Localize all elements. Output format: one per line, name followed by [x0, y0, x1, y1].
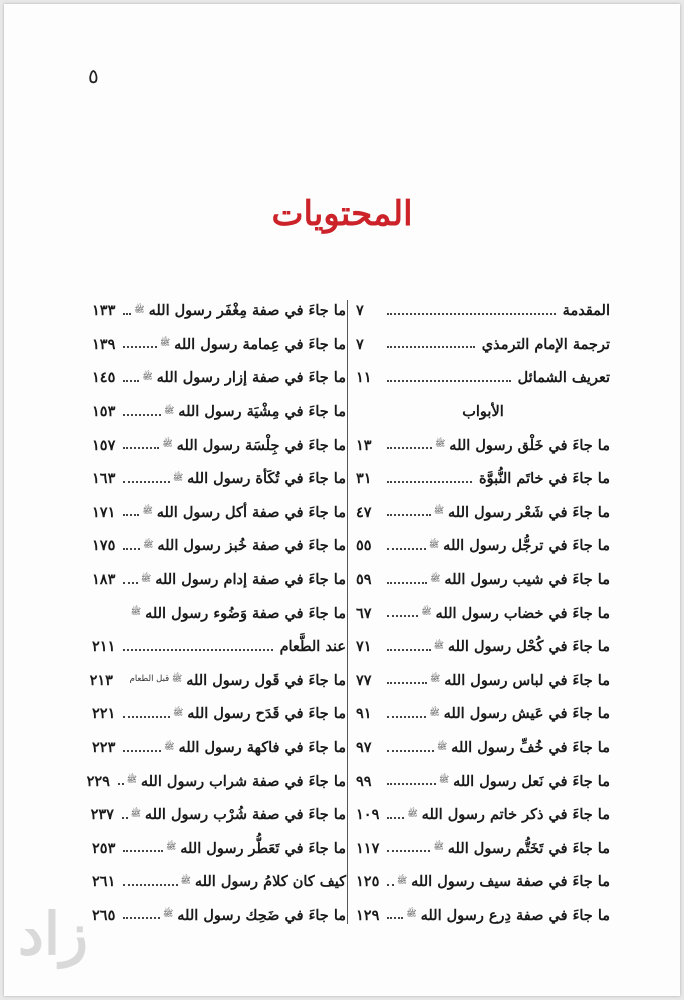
dot-leader — [387, 447, 432, 449]
toc-page-number: ٥٥ — [356, 537, 372, 555]
dot-leader — [122, 817, 128, 819]
toc-entry — [356, 596, 610, 630]
toc-entry — [92, 798, 346, 832]
toc-entry-label: ما جاءَ في خَلْق رسول الله — [449, 436, 610, 454]
blessing-honorific: ﷺ — [407, 808, 418, 819]
toc-entry-label: ترجمة الإمام الترمذي — [481, 335, 610, 353]
toc-entry — [356, 899, 610, 933]
toc-entry — [92, 462, 346, 496]
toc-entry-label: ما جاءَ في كُحْل رسول الله — [447, 638, 610, 656]
toc-page-number: ٧٧ — [356, 671, 372, 689]
toc-entry-label: ما جاءَ في لباس رسول الله — [444, 671, 610, 689]
blessing-honorific: ﷺ — [435, 439, 446, 450]
toc-entry — [92, 731, 346, 765]
toc-entry — [356, 361, 610, 395]
toc-entry — [92, 832, 346, 866]
blessing-honorific: ﷺ — [430, 573, 441, 584]
blessing-honorific: ﷺ — [140, 573, 152, 584]
dot-leader — [123, 649, 273, 651]
toc-entry — [92, 630, 346, 664]
dot-leader — [387, 514, 431, 516]
dot-leader — [123, 313, 131, 315]
toc-entry — [356, 664, 610, 698]
toc-entry-label: ما جاءَ في تَعَطُّر رسول الله — [180, 839, 346, 857]
toc-page-number: ١٢٩ — [356, 906, 380, 924]
toc-page-number: ١١٧ — [356, 839, 380, 857]
toc-entry-label: ما جاءَ في جِلْسَة رسول الله — [176, 436, 346, 454]
book-page — [4, 4, 680, 996]
page-number: ٥ — [88, 64, 99, 88]
dot-leader — [123, 447, 159, 449]
toc-entry-label: ما جاءَ في خاتَم النُّبوَّة — [479, 470, 610, 488]
toc-entry-label: ما جاءَ في مِشْيَة رسول الله — [178, 403, 346, 421]
blessing-honorific: ﷺ — [429, 674, 441, 685]
toc-entry — [92, 563, 346, 597]
toc-entry-label: ما جاءَ في شَعْر رسول الله — [448, 503, 610, 521]
toc-entry-label: ما جاءَ في فاكهة رسول الله — [178, 739, 346, 757]
dot-leader — [123, 481, 170, 483]
dot-leader — [123, 582, 138, 584]
blessing-honorific: ﷺ — [429, 707, 440, 718]
toc-page-number: ٧١ — [356, 638, 372, 656]
toc-page-number: ١٣ — [356, 436, 372, 454]
toc-entry-label: كيف كان كلامُ رسول الله — [194, 873, 346, 891]
toc-entry — [92, 496, 346, 530]
toc-entry-label: ما جاءَ في صفة دِرع رسول الله — [420, 906, 610, 924]
blessing-honorific: ﷺ — [172, 707, 184, 718]
blessing-honorific: ﷺ — [428, 539, 440, 550]
blessing-honorific: ﷺ — [421, 607, 432, 618]
toc-entry-label: ما جاءَ في صفة سيف رسول الله — [411, 873, 610, 891]
toc-page-number: ٦٧ — [356, 604, 372, 622]
toc-entry — [89, 664, 346, 698]
toc-entry — [356, 294, 610, 328]
dot-leader — [387, 884, 394, 886]
toc-page-number: ٣١ — [356, 470, 372, 488]
blessing-honorific: ﷺ — [433, 842, 444, 853]
toc-entry-label: ما جاءَ في صفة شراب رسول الله — [140, 772, 346, 790]
toc-page-number: ١٣٣ — [92, 302, 116, 320]
toc-entry — [92, 328, 346, 362]
toc-page-number: ٩٩ — [356, 772, 372, 790]
toc-entry-label: ما جاءَ في صفة إزار رسول الله — [156, 369, 346, 387]
blessing-honorific: ﷺ — [142, 371, 153, 382]
toc-page-number: ١١ — [356, 369, 372, 387]
toc-entry — [356, 697, 610, 731]
dot-leader — [123, 750, 161, 752]
toc-entry — [92, 899, 346, 933]
toc-right-column — [356, 294, 610, 932]
toc-page-number: ١٨٣ — [92, 571, 116, 589]
toc-page-number: ١٣٩ — [92, 335, 116, 353]
blessing-honorific: ﷺ — [406, 909, 417, 920]
toc-entry — [92, 428, 346, 462]
blessing-honorific: ﷺ — [164, 741, 175, 752]
page-title: المحتويات — [271, 194, 413, 234]
blessing-honorific: ﷺ — [433, 506, 444, 517]
toc-page-number: ٩٧ — [356, 739, 372, 757]
dot-leader — [387, 615, 418, 617]
toc-page-number: ٧ — [356, 302, 364, 320]
toc-entry-label: ما جاءَ في خُفِّ رسول الله — [451, 739, 610, 757]
toc-entry-label: ما جاءَ في صفة شُرْب رسول الله — [144, 806, 346, 824]
toc-page-number: ٢١١ — [92, 638, 116, 656]
toc-entry — [356, 328, 610, 362]
toc-entry-label: ما جاءَ في عَيش رسول الله — [443, 705, 610, 723]
toc-entry — [356, 428, 610, 462]
dot-leader — [123, 884, 178, 886]
blessing-honorific: ﷺ — [130, 808, 141, 819]
column-divider — [347, 300, 348, 924]
toc-entry — [356, 462, 610, 496]
toc-entry-label: ما جاءَ في صفة وَضُوء رسول الله — [145, 604, 346, 622]
toc-entry-label: الأبواب — [462, 403, 504, 421]
toc-page-number: ١٤٥ — [92, 369, 116, 387]
dot-leader — [123, 346, 157, 348]
dot-leader — [387, 582, 427, 584]
toc-entry — [92, 529, 346, 563]
dot-leader — [123, 917, 160, 919]
blessing-honorific: ﷺ — [172, 472, 184, 483]
blessing-honorific: ﷺ — [126, 775, 137, 786]
dot-leader — [387, 649, 431, 651]
toc-page-number: ٢٦٥ — [92, 906, 116, 924]
toc-page-number: ٢٥٣ — [92, 839, 116, 857]
toc-entry — [86, 764, 346, 798]
toc-entry-label: ما جاءَ في قَدَح رسول الله — [187, 705, 346, 723]
toc-section-heading — [356, 395, 610, 429]
toc-page-number: ٢٢٣ — [92, 739, 116, 757]
toc-entry-label: تعريف الشمائل — [517, 369, 610, 387]
toc-entry — [356, 630, 610, 664]
toc-entry-label: ما جاءَ في عِمامة رسول الله — [174, 335, 346, 353]
blessing-honorific: ﷺ — [159, 338, 171, 349]
blessing-honorific: ﷺ — [180, 875, 191, 886]
dot-leader — [387, 481, 472, 483]
blessing-honorific: ﷺ — [165, 842, 177, 853]
toc-page-number: ١٢٥ — [356, 873, 380, 891]
toc-entry-label: ما جاءَ في شيب رسول الله — [444, 571, 610, 589]
blessing-honorific: ﷺ — [142, 506, 153, 517]
toc-page-number: ٢٣٧ — [90, 806, 114, 824]
toc-entry-label: ما جاءَ في صفة إدام رسول الله — [155, 571, 346, 589]
toc-entry — [356, 865, 610, 899]
toc-entry — [92, 395, 346, 429]
dot-leader — [387, 783, 436, 785]
dot-leader — [123, 514, 139, 516]
toc-page-number: ٢٢٩ — [86, 772, 110, 790]
blessing-honorific: ﷺ — [433, 640, 444, 651]
toc-entry — [356, 731, 610, 765]
toc-page-number: ٢٢١ — [92, 705, 116, 723]
toc-entry-label: ما جاءَ في صفة مِغْفَر رسول الله — [148, 302, 346, 320]
toc-page-number: ١٠٩ — [356, 806, 380, 824]
blessing-honorific: ﷺ — [134, 304, 145, 315]
toc-page-number: ٩١ — [356, 705, 372, 723]
blessing-honorific: ﷺ — [143, 539, 154, 550]
toc-page-number: ١٧٥ — [92, 537, 116, 555]
toc-page-number: ٥٩ — [356, 571, 372, 589]
toc-entry-label: ما جاءَ في ذكر خاتم رسول الله — [421, 806, 610, 824]
toc-entry — [356, 496, 610, 530]
toc-entry-label: المقدمة — [562, 302, 610, 320]
toc-entry-label: ما جاءَ في نَعل رسول الله — [453, 772, 610, 790]
blessing-honorific: ﷺ — [130, 607, 142, 618]
toc-entry-label: عند الطَّعام — [279, 638, 346, 656]
blessing-honorific: ﷺ — [162, 909, 174, 920]
toc-entry-label: ما جاءَ في ترجُّل رسول الله — [443, 537, 610, 555]
toc-page-number: ١٥٣ — [92, 403, 116, 421]
dot-leader — [123, 716, 170, 718]
toc-entry — [92, 865, 346, 899]
toc-page-number: ١٥٧ — [92, 436, 116, 454]
toc-entry — [356, 832, 610, 866]
toc-entry-label: ما جاءَ في خضاب رسول الله — [435, 604, 610, 622]
toc-entry — [92, 596, 346, 630]
dot-leader — [387, 917, 403, 919]
toc-entry — [356, 529, 610, 563]
toc-entry-label: ما جاءَ في صفة أكل رسول الله — [156, 503, 346, 521]
toc-entry-label: ما جاءَ في تَخَتُّم رسول الله — [447, 839, 610, 857]
blessing-honorific: ﷺ — [164, 405, 175, 416]
toc-entry-label: ما جاءَ في ضَحِك رسول الله — [177, 906, 346, 924]
toc-entry — [356, 764, 610, 798]
toc-page-number: ٢٦١ — [92, 873, 116, 891]
toc-entry-label: ما جاءَ في صفة خُبز رسول الله — [157, 537, 346, 555]
toc-page-number: ١٧١ — [92, 503, 116, 521]
toc-page-number: ٧ — [356, 335, 364, 353]
toc-page-number: ٢١٣ — [89, 671, 113, 689]
dot-leader — [387, 817, 404, 819]
blessing-honorific: ﷺ — [396, 875, 408, 886]
dot-leader — [118, 783, 124, 785]
publisher-watermark-logo: زاد — [18, 900, 88, 968]
blessing-honorific: ﷺ — [438, 775, 450, 786]
toc-page-number: ١٦٣ — [92, 470, 116, 488]
dot-leader — [387, 682, 427, 684]
dot-leader — [387, 346, 475, 348]
dot-leader — [387, 548, 426, 550]
dot-leader — [123, 850, 163, 852]
dot-leader — [387, 380, 511, 382]
blessing-honorific: ﷺ — [436, 741, 448, 752]
toc-entry — [92, 294, 346, 328]
toc-entry — [356, 563, 610, 597]
toc-entry-label: ما جاءَ في تُكَأة رسول الله — [187, 470, 346, 488]
dot-leader — [123, 414, 161, 416]
toc-entry — [356, 798, 610, 832]
toc-entry — [92, 697, 346, 731]
toc-page-number: ٤٧ — [356, 503, 372, 521]
toc-entry-label: ما جاءَ في قَول رسول الله — [186, 671, 346, 689]
dot-leader — [387, 716, 426, 718]
toc-left-column — [86, 294, 346, 932]
dot-leader — [123, 548, 140, 550]
dot-leader — [123, 380, 139, 382]
blessing-honorific: ﷺ قبل الطعام — [129, 674, 183, 685]
blessing-honorific: ﷺ — [162, 439, 173, 450]
dot-leader — [387, 313, 556, 315]
toc-entry — [92, 361, 346, 395]
dot-leader — [387, 750, 434, 752]
dot-leader — [387, 850, 430, 852]
